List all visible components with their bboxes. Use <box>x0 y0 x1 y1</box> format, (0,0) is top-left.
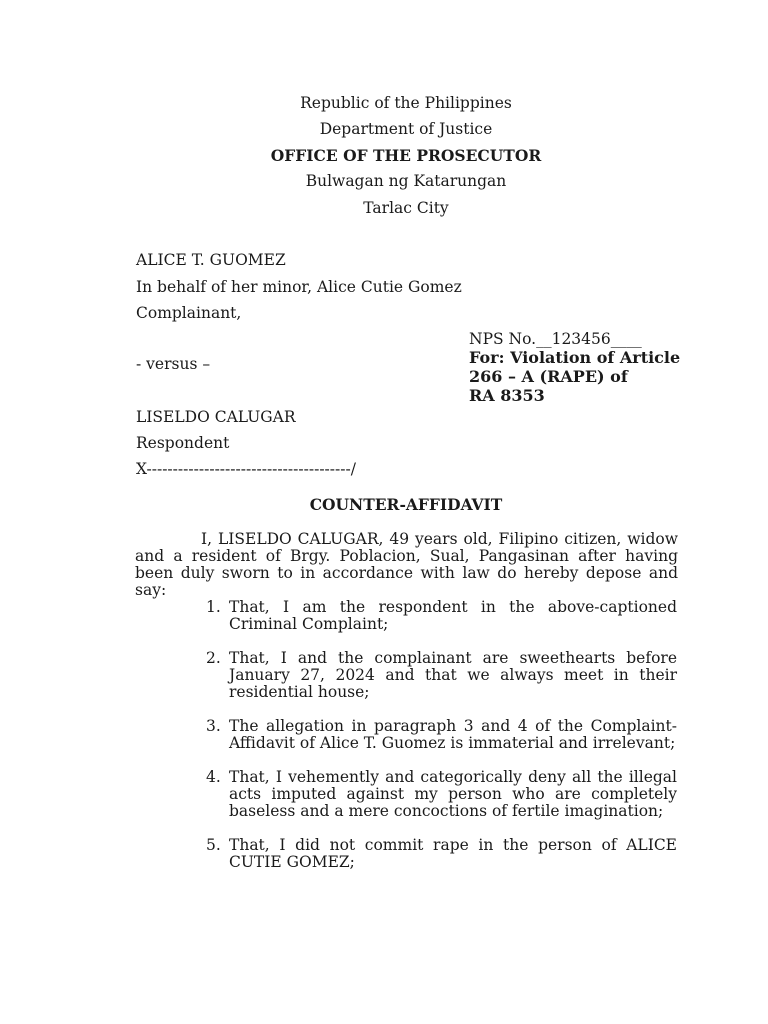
header-city: Tarlac City <box>363 199 449 217</box>
complainant-role: Complainant, <box>136 304 242 322</box>
list-item-number: 3. <box>206 717 221 735</box>
list-item-text: That, I vehemently and categorically deny all the illegal acts imputed against my person who are completely baseless and a mere concoctions of fertile imagination; <box>229 768 677 820</box>
violation-line-3: RA 8353 <box>469 386 545 405</box>
complainant-behalf: In behalf of her minor, Alice Cutie Gomez <box>136 278 462 296</box>
list-item <box>206 836 677 871</box>
versus-label: - versus – <box>136 355 211 373</box>
respondent-name: LISELDO CALUGAR <box>136 408 296 426</box>
header-building: Bulwagan ng Katarungan <box>305 172 507 190</box>
intro-text: I, LISELDO CALUGAR, 49 years old, Filipino citizen, widow and a resident of Brgy. Poblacion, Sual, Pangasinan after having been duly sworn to in accordance with law do hereby depose and say: <box>135 530 678 599</box>
header-department: Department of Justice <box>319 120 493 138</box>
header-office: OFFICE OF THE PROSECUTOR <box>270 146 542 165</box>
list-item-number: 1. <box>206 598 221 616</box>
violation-line-1: For: Violation of Article <box>469 348 681 367</box>
caption-separator: X---------------------------------------/ <box>136 460 356 478</box>
complainant-name: ALICE T. GUOMEZ <box>136 251 286 269</box>
list-item <box>206 649 677 701</box>
list-item <box>206 768 677 820</box>
list-item <box>206 598 677 633</box>
intro-paragraph <box>135 531 678 599</box>
allegation-list <box>206 598 677 888</box>
list-item-text: That, I did not commit rape in the person of ALICE CUTIE GOMEZ; <box>229 836 677 871</box>
list-item <box>206 717 677 752</box>
list-item-text: That, I and the complainant are sweethearts before January 27, 2024 and that we always meet in their residential house; <box>229 649 677 701</box>
list-item-number: 5. <box>206 836 221 854</box>
violation-line-2: 266 – A (RAPE) of <box>469 367 628 386</box>
list-item-text: That, I am the respondent in the above-captioned Criminal Complaint; <box>229 598 677 633</box>
list-item-number: 4. <box>206 768 221 786</box>
nps-number: NPS No.__123456____ <box>469 330 642 348</box>
list-item-number: 2. <box>206 649 221 667</box>
respondent-role: Respondent <box>136 434 230 452</box>
list-item-text: The allegation in paragraph 3 and 4 of the Complaint-Affidavit of Alice T. Guomez is immaterial and irrelevant; <box>229 717 677 752</box>
header-republic: Republic of the Philippines <box>300 94 512 112</box>
document-title: COUNTER-AFFIDAVIT <box>309 495 503 514</box>
